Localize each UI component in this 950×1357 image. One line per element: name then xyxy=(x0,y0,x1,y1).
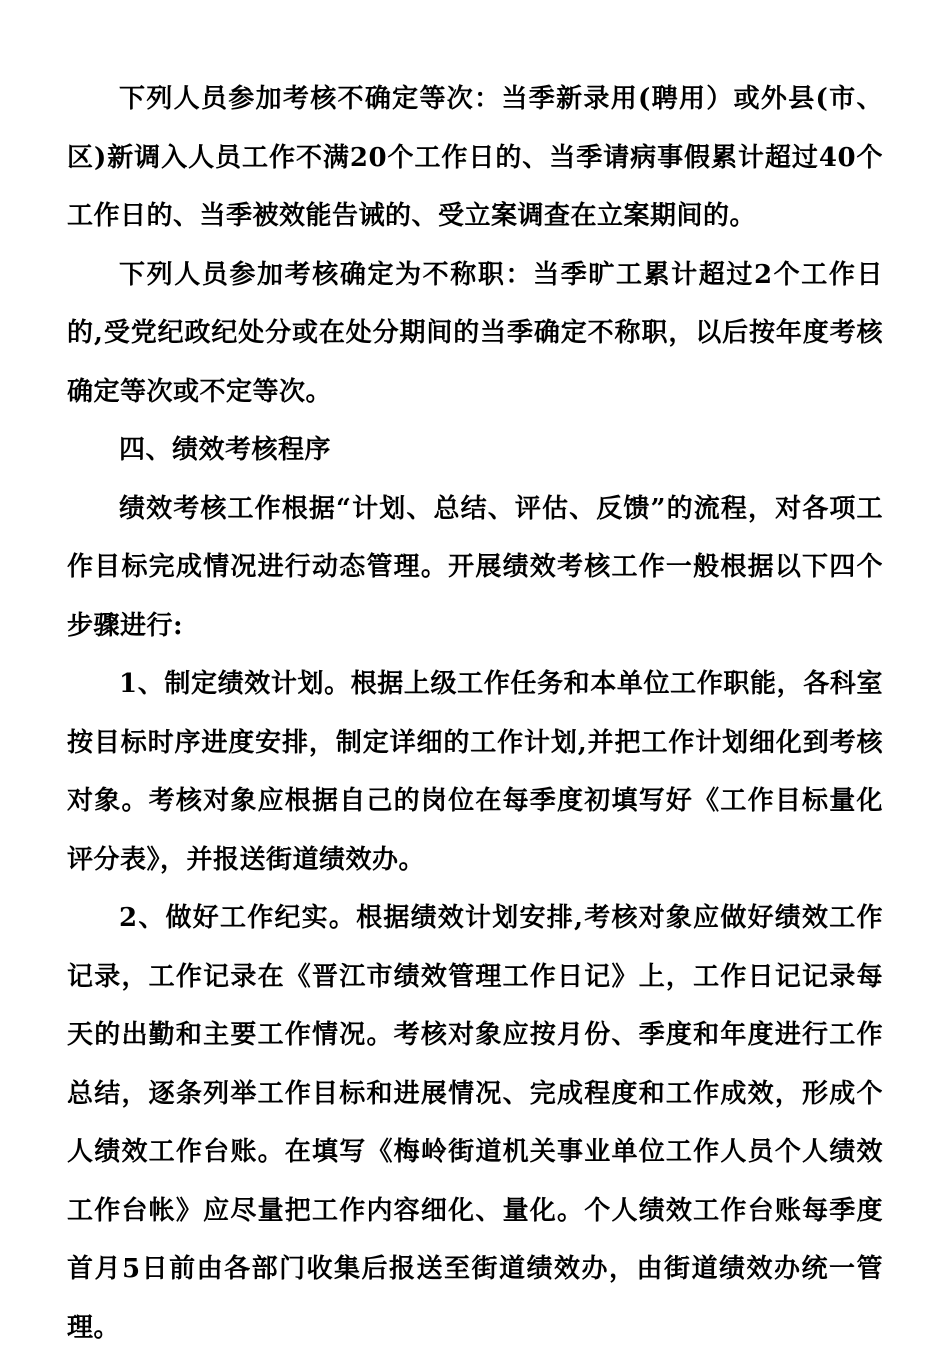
paragraph-undetermined-grade: 下列人员参加考核不确定等次：当季新录用(聘用）或外县(市、区)新调入人员工作不满20个工作日的、当季请病事假累计超过40个工作日的、当季被效能告诫的、受立案调查在立案期间的。 xyxy=(67,84,883,231)
paragraph-procedure-intro: 绩效考核工作根据“计划、总结、评估、反馈”的流程，对各项工作目标完成情况进行动态管理。开展绩效考核工作一般根据以下四个步骤进行: xyxy=(67,493,883,641)
paragraph-step-2-record: 2、做好工作纪实。根据绩效计划安排,考核对象应做好绩效工作记录，工作记录在《晋江市绩效管理工作日记》上，工作日记记录每天的出勤和主要工作情况。考核对象应按月份、季度和年度进行工作总结，逐条列举工作目标和进展情况、完成程度和工作成效，形成个人绩效工作台账。在填写《梅岭街道机关事业单位工作人员个人绩效工作台帐》应尽量把工作内容细化、量化。个人绩效工作台账每季度首月5日前由各部门收集后报送至街道绩效办，由街道绩效办统一管理。 xyxy=(67,903,883,1343)
section-heading-procedure: 四、绩效考核程序 xyxy=(119,435,332,465)
document-body xyxy=(67,70,883,1357)
paragraph-step-1-plan: 1、制定绩效计划。根据上级工作任务和本单位工作职能，各科室按目标时序进度安排，制定详细的工作计划,并把工作计划细化到考核对象。考核对象应根据自己的岗位在每季度初填写好《工作目标量化评分表》，并报送街道绩效办。 xyxy=(67,669,883,875)
paragraph-incompetent-grade: 下列人员参加考核确定为不称职：当季旷工累计超过2个工作日的,受党纪政纪处分或在处分期间的当季确定不称职，以后按年度考核确定等次或不定等次。 xyxy=(67,259,883,407)
